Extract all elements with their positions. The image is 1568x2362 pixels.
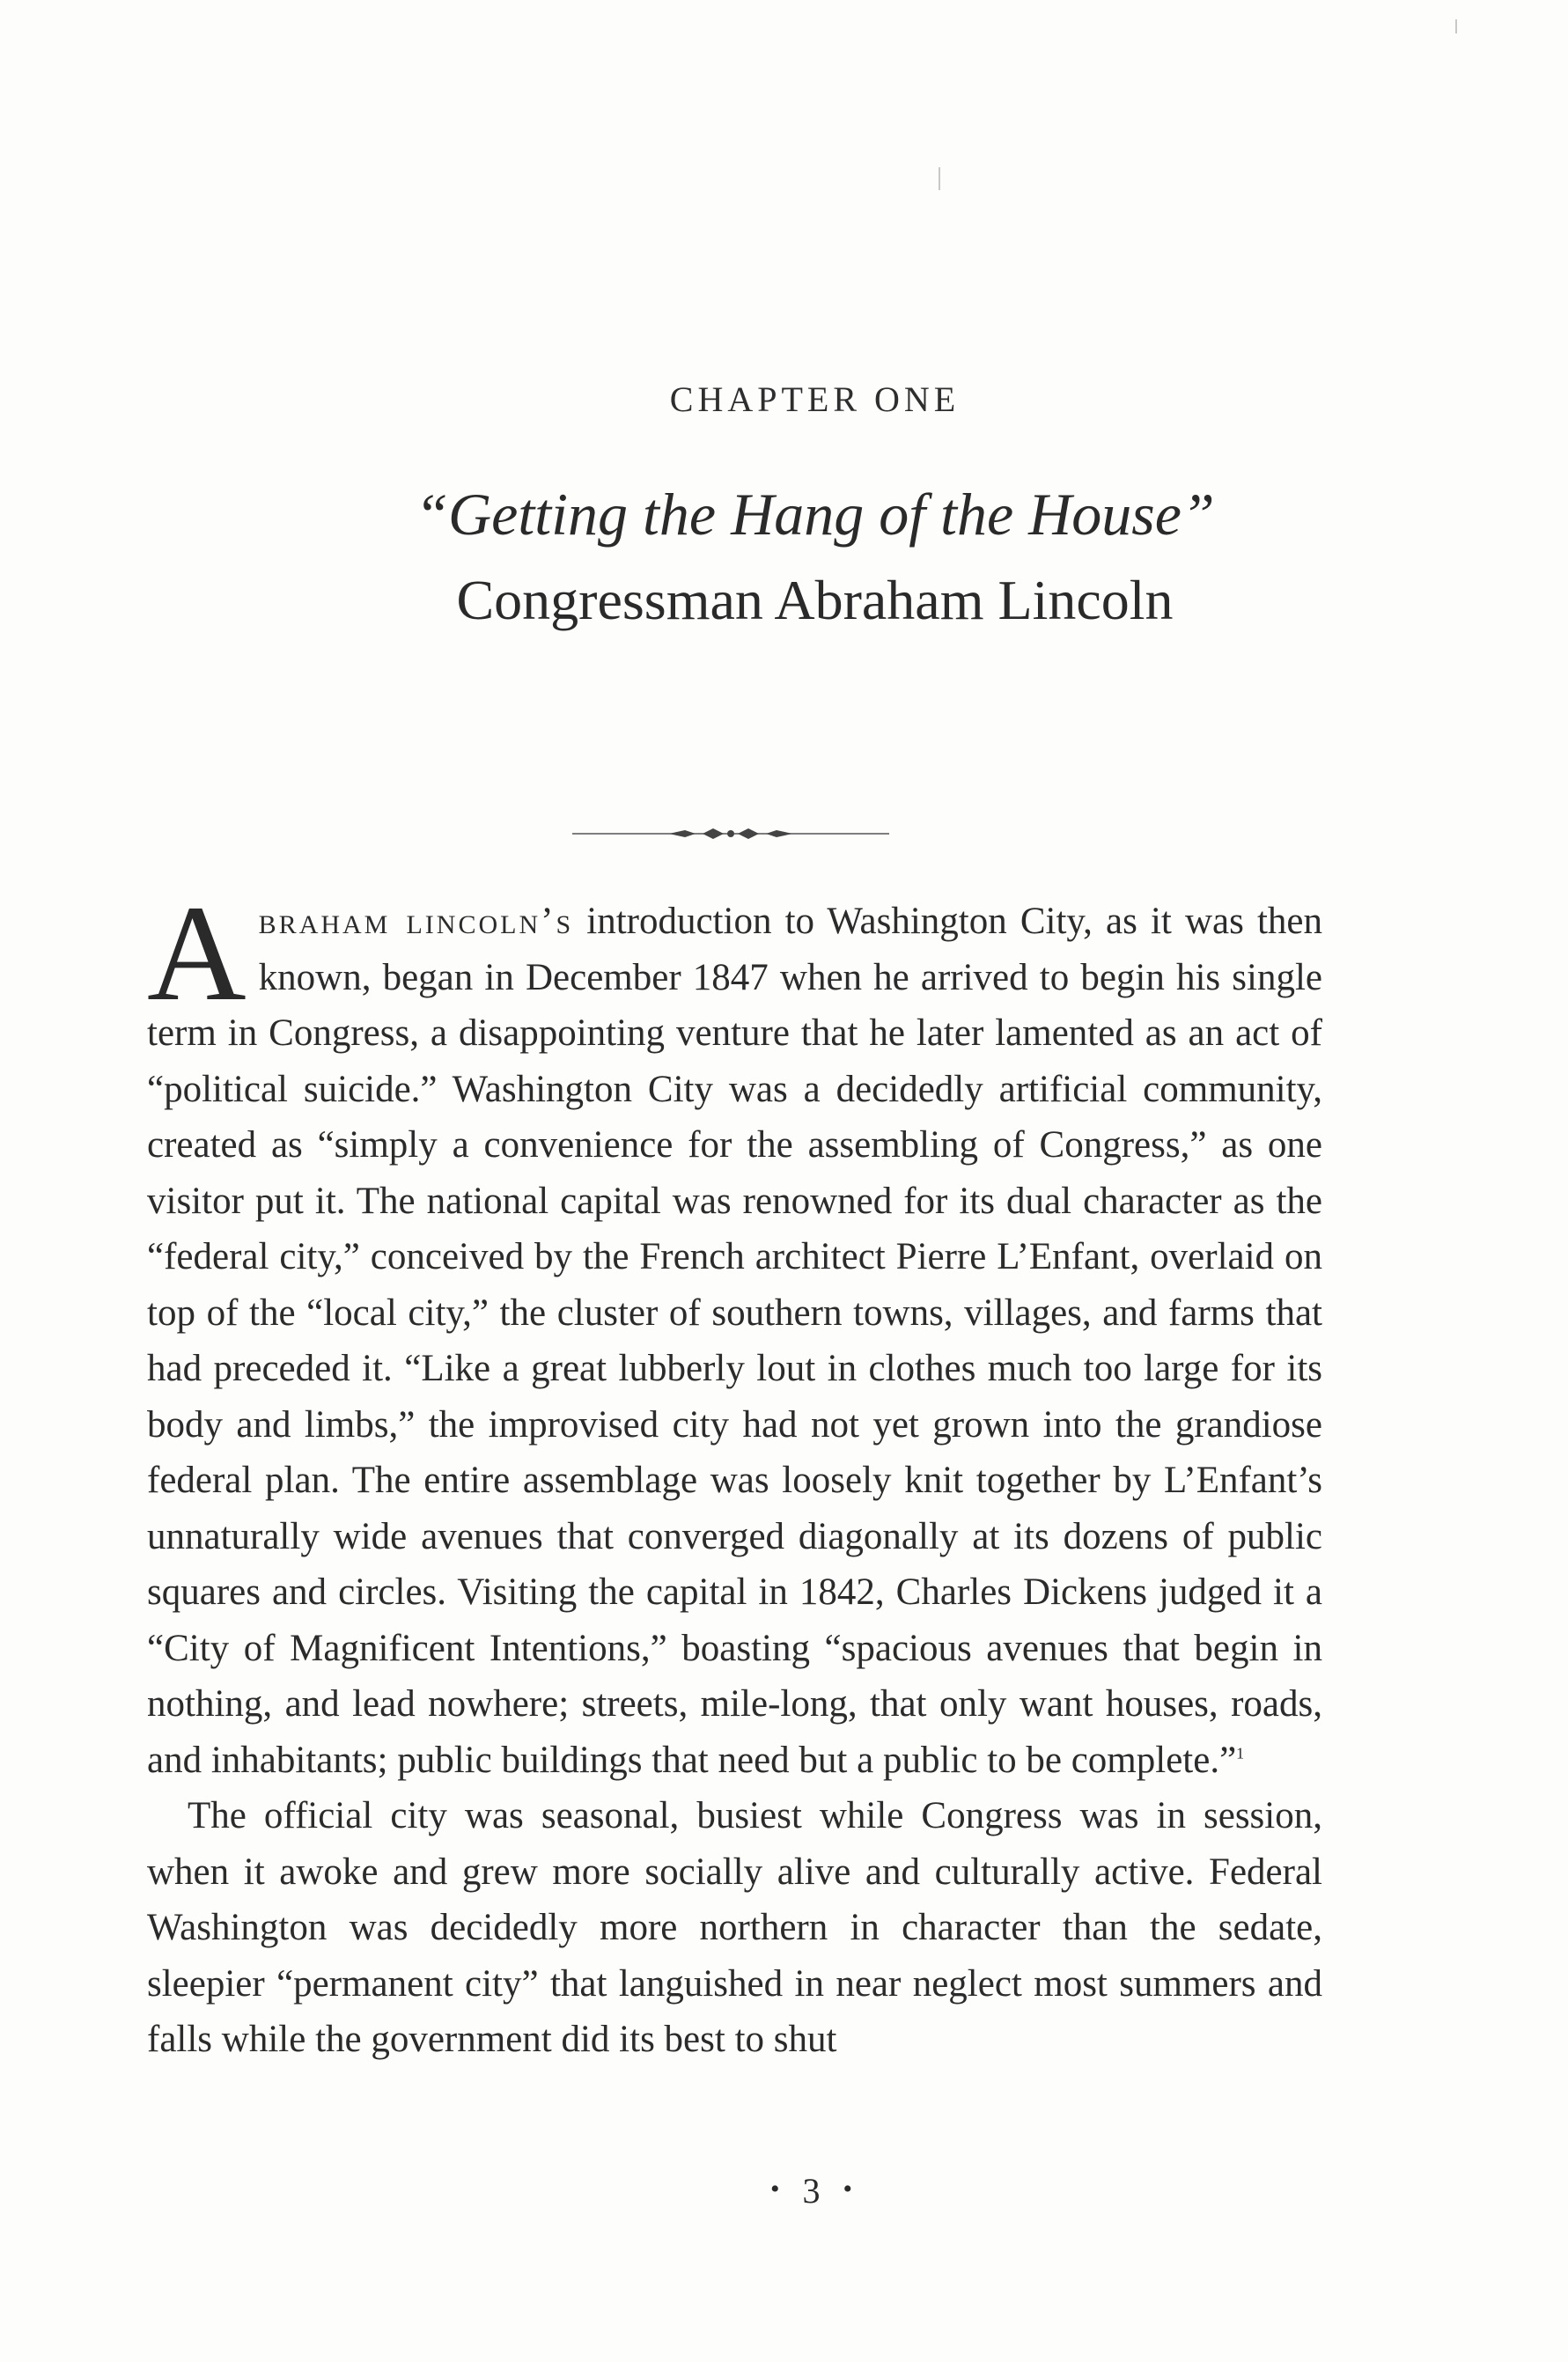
paragraph-1 (147, 877, 1322, 1788)
paragraph-2: The official city was seasonal, busiest while Congress was in session, when it awoke and grew more socially alive and culturally active. Federal Washington was decidedly more northern in character than the sedate, sleepier “permanent city” that languished in near neglect most summers and falls while the government did its best to shut (147, 1795, 1322, 2060)
scan-mark (1455, 19, 1457, 33)
drop-cap: A (147, 877, 247, 1029)
chapter-body (147, 877, 1322, 2068)
folio-dot-left: • (769, 2174, 787, 2204)
opening-small-caps: braham lincoln’s (258, 901, 574, 942)
page-folio (0, 2170, 1568, 2211)
chapter-label: CHAPTER ONE (669, 379, 961, 419)
footnote-marker: 1 (1236, 1744, 1245, 1762)
chapter-title: “Getting the Hang of the House” (415, 481, 1215, 548)
folio-dot-right: • (843, 2174, 860, 2204)
page-number: 3 (802, 2171, 828, 2211)
chapter-subtitle: Congressman Abraham Lincoln (456, 569, 1174, 631)
scan-mark (939, 167, 940, 190)
ornamental-rule-icon (572, 823, 889, 844)
paragraph-1-text: introduction to Washington City, as it was then known, began in December 1847 when he arrived to begin his single term in Congress, a disappointing venture that he later lamented as an act of “political suicide.” Washington City was a decidedly artificial community, created as “simply a convenience for the assembling of Congress,” as one visitor put it. The national capital was renowned for its dual character as the “federal city,” conceived by the French architect Pierre L’Enfant, overlaid on top of the “local city,” the cluster of southern towns, villages, and farms that had preceded it. “Like a great lubberly lout in clothes much too large for its body and limbs,” the improvised city had not yet grown into the grandiose federal plan. The entire assemblage was loosely knit together by L’Enfant’s unnaturally wide avenues that converged diagonally at its dozens of public squares and circles. Visiting the capital in 1842, Charles Dickens judged it a “City of Magnificent Intentions,” boasting “spacious avenues that begin in nothing, and lead nowhere; streets, mile-long, that only want houses, roads, and inhabitants; public buildings that need but a public to be complete.” (147, 901, 1322, 1781)
